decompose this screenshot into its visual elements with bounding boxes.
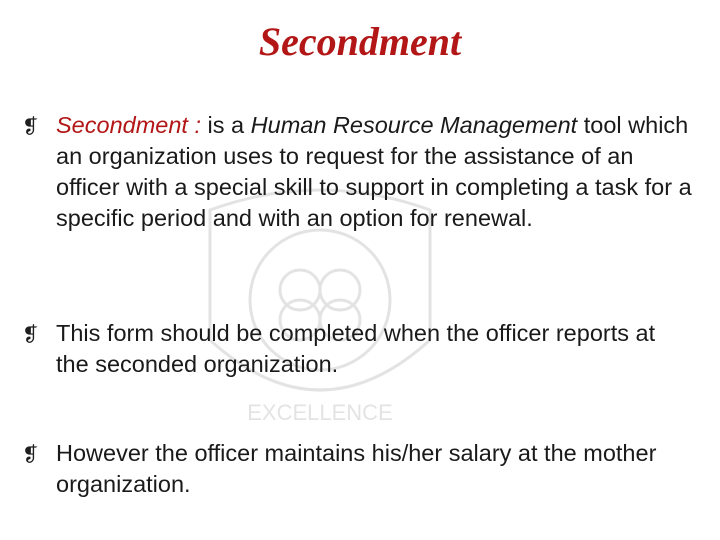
bullet-marker-icon: ❡ <box>22 324 39 346</box>
bullet-marker-icon: ❡ <box>22 444 39 466</box>
bullet-text <box>56 110 692 234</box>
bullet-text: However the officer maintains his/her salary at the mother organization. <box>56 440 657 497</box>
bullet-2 <box>22 318 692 380</box>
term-hrm: Human Resource Management <box>250 112 578 138</box>
bullet-3 <box>22 438 692 500</box>
bullet-lead: is a <box>207 112 251 138</box>
bullet-1 <box>22 110 692 234</box>
bullet-text: This form should be completed when the officer reports at the seconded organization. <box>56 320 656 377</box>
bullet-rest: tool which an organization uses to request for the assistance of an officer with a special skill to support in completing a task for a specific period and with an option for renewal. <box>56 112 692 231</box>
bullet-marker-icon: ❡ <box>22 116 39 138</box>
slide-title: Secondment <box>258 19 462 64</box>
term-secondment: Secondment : <box>56 112 208 138</box>
watermark-motto: EXCELLENCE <box>247 400 393 425</box>
